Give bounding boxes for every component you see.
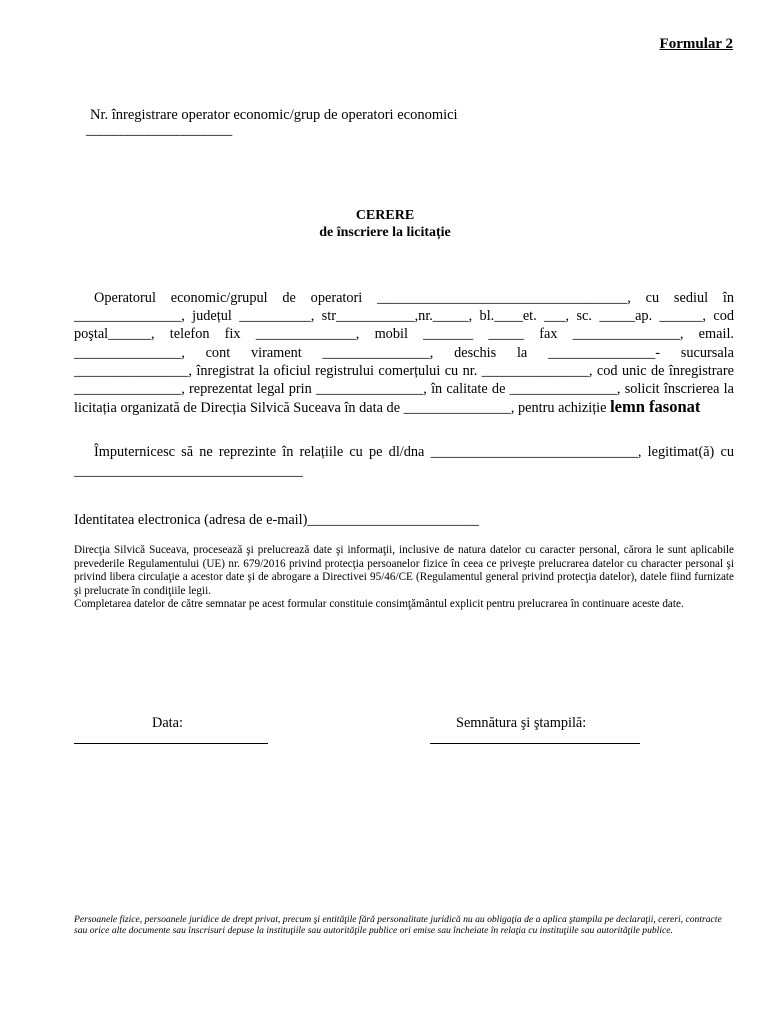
registration-number-blank: _____________________ <box>86 122 232 138</box>
title-subtitle: de înscriere la licitație <box>319 225 451 240</box>
operator-details-text: Operatorul economic/grupul de operatori ___________________________________, cu sediul în _______________, județul __________, str___________,nr._____, bl.____et. ___, sc. _____ap. ______, cod poştal______, telefon fix ______________, mobil _______ _____ fax _______________, email. _______________, cont virament _______________, deschis la _______________- sucursala ________________, înregistrat la oficiul registrului comerțului cu nr. _______________, cod unic de înregistrare _______________, reprezentat legal prin _______________, în calitate de _______________, solicit înscrierea la licitația organizată de Direcția Silvică Suceava în data de _______________, pentru achiziție <box>74 290 734 417</box>
document-title <box>0 207 770 241</box>
authorization-paragraph: Împuternicesc să ne reprezinte în relațiile cu pe dl/dna _____________________________, legitimat(ă) cu ________________________________ <box>74 444 734 479</box>
signature-label: Semnătura şi ştampilă: <box>456 715 587 731</box>
stamp-footnote: Persoanele fizice, persoanele juridice de drept privat, precum şi entităţile fără personalitate juridică nu au obligaţia de a aplica ştampila pe declaraţii, cereri, contracte sau orice alte documente sau înscrisuri depuse la instituţiile sau autorităţile publice ori emise sau încheiate în relaţia cu instituţiile sau autorităţile publice. <box>74 914 722 937</box>
form-number-label: Formular 2 <box>659 36 733 52</box>
signature-stamp-line <box>430 743 640 744</box>
gdpr-paragraph: Direcţia Silvică Suceava, procesează şi prelucrează date şi informaţii, inclusive de natura datelor cu caracter personal, cărora le sunt aplicabile prevederile Regulamentului (UE) nr. 679/2016 privind protecţia persoanelor fizice în ceea ce priveşte prelucrarea datelor cu character personal şi privind libera circulaţie a acestor date şi de abrogare a Directivei 95/46/CE (Regulamentul general privind protecţia datelor), datele fiind furnizate şi prelucrate în condiţiile legii. <box>74 544 734 597</box>
gdpr-notice <box>74 544 734 612</box>
registration-number-label: Nr. înregistrare operator economic/grup de operatori economici <box>90 107 458 123</box>
date-label: Data: <box>152 715 183 731</box>
product-name: lemn fasonat <box>610 397 701 417</box>
electronic-identity-field: Identitatea electronica (adresa de e-mail)________________________ <box>74 512 479 528</box>
title-main: CERERE <box>355 208 415 223</box>
operator-details-paragraph <box>74 289 734 417</box>
consent-paragraph: Completarea datelor de către semnatar pe acest formular constituie consimţământul explicit pentru prelucrarea în continuare aceste date. <box>74 598 684 611</box>
date-signature-line <box>74 743 268 744</box>
